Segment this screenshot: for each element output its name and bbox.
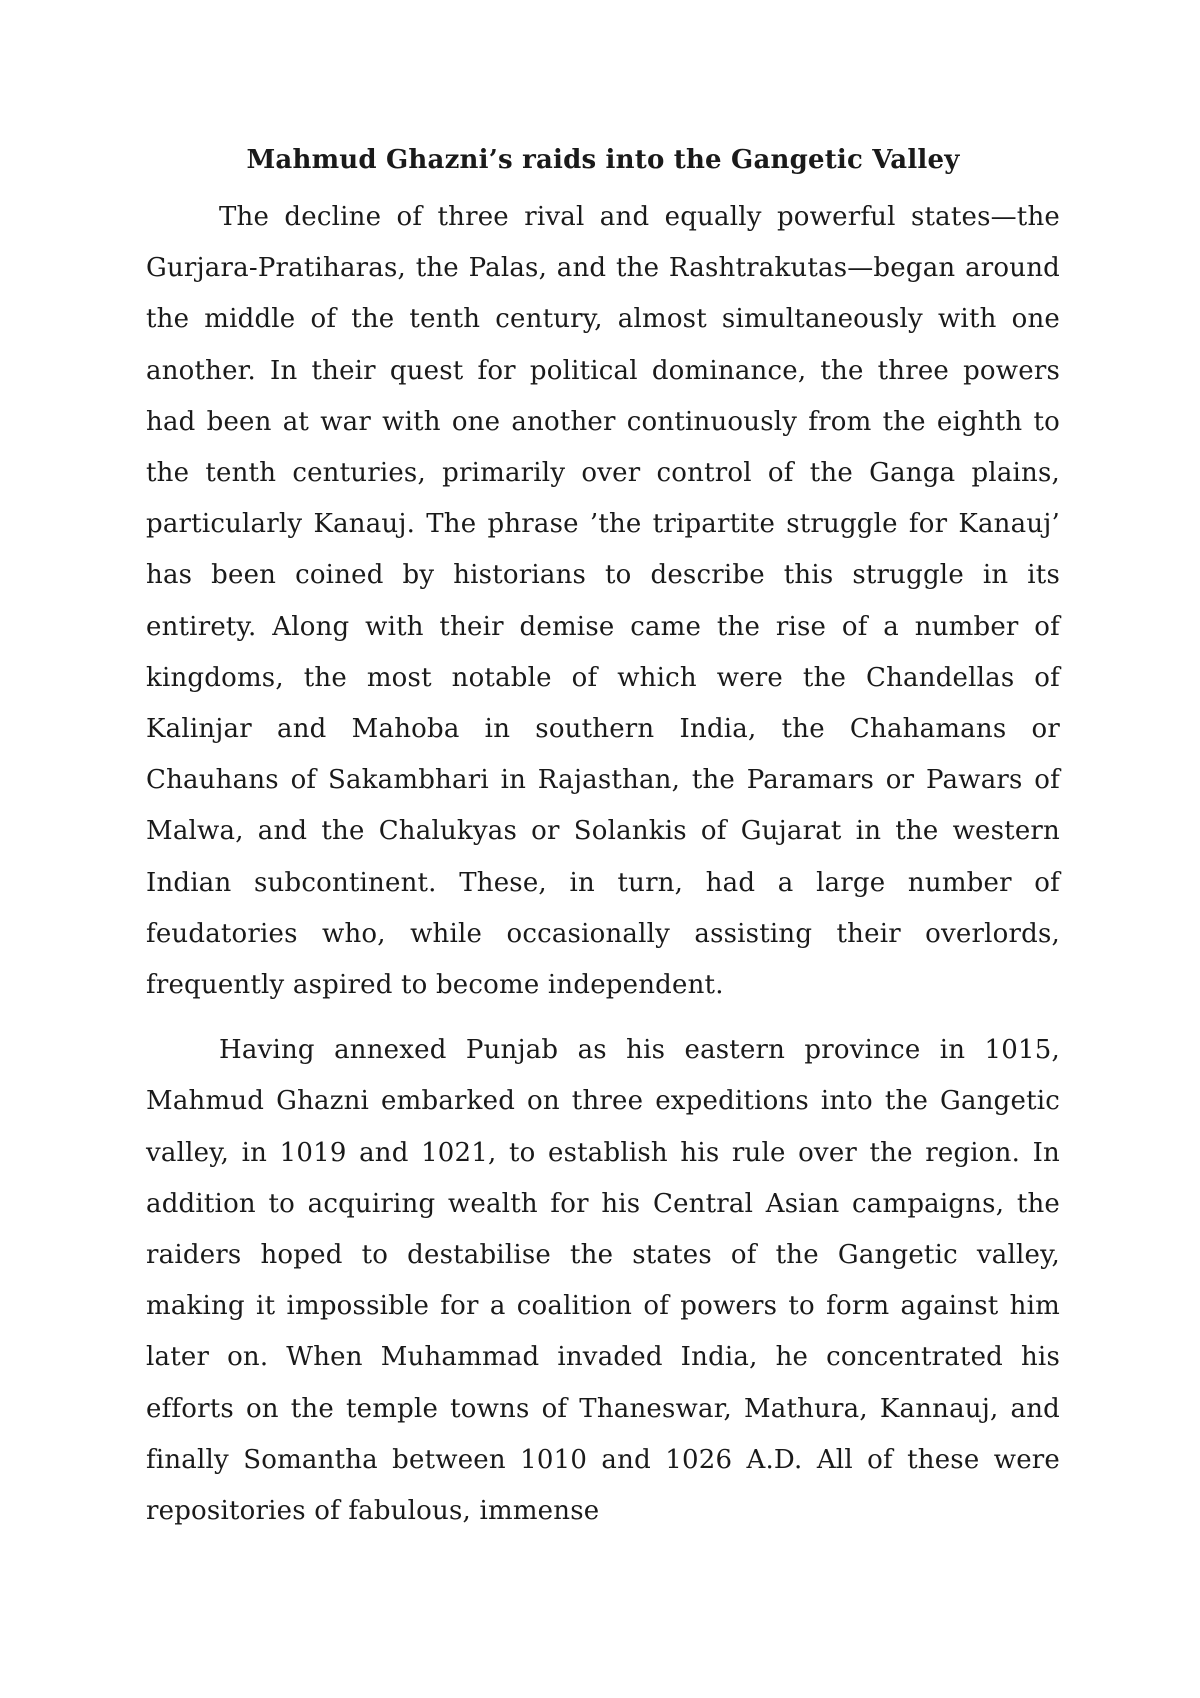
paragraph-1: The decline of three rival and equally powerful states—the Gurjara-Pratiharas, the Palas, and the Rashtrakutas—began around the middle of the tenth century, almost simultaneously with one another. In their quest for political dominance, the three powers had been at war with one another continuously from the eighth to the tenth centuries, primarily over control of the Ganga plains, particularly Kanauj. The phrase ’the tripartite struggle for Kanauj’ has been coined by historians to describe this struggle in its entirety. Along with their demise came the rise of a number of kingdoms, the most notable of which were the Chandellas of Kalinjar and Mahoba in southern India, the Chahamans or Chauhans of Sakambhari in Rajasthan, the Paramars or Pawars of Malwa, and the Chalukyas or Solankis of Gujarat in the western Indian subcontinent. These, in turn, had a large number of feudatories who, while occasionally assisting their overlords, frequently aspired to become independent. [146,202,1060,1001]
document-title: Mahmud Ghazni’s raids into the Gangetic Valley [246,145,960,175]
document-body [146,140,1060,1537]
paragraph-2: Having annexed Punjab as his eastern province in 1015, Mahmud Ghazni embarked on three expeditions into the Gangetic valley, in 1019 and 1021, to establish his rule over the region. In addition to acquiring wealth for his Central Asian campaigns, the raiders hoped to destabilise the states of the Gangetic valley, making it impossible for a coalition of powers to form against him later on. When Muhammad invaded India, he concentrated his efforts on the temple towns of Thaneswar, Mathura, Kannauj, and finally Somantha between 1010 and 1026 A.D. All of these were repositories of fabulous, immense [146,1035,1060,1527]
